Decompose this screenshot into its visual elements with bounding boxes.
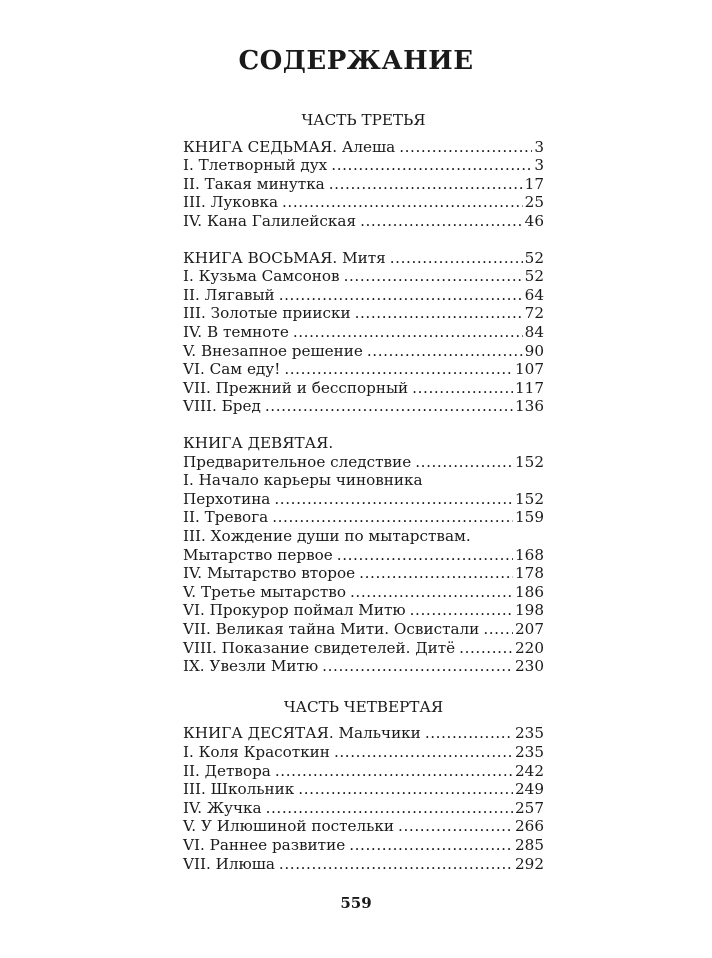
toc-leader-dots [410, 601, 513, 619]
toc-leader-dots [298, 780, 513, 798]
toc-entry-label: V. Внезапное решение [183, 341, 363, 360]
toc-entry-page: 152 [515, 452, 544, 471]
toc-entry-page: 3 [534, 156, 544, 175]
toc-leader-dots [284, 360, 513, 378]
toc-entry-label: I. Тлетворный дух [183, 156, 328, 175]
toc-entry [183, 564, 544, 582]
toc-leader-dots [282, 193, 523, 211]
toc-entry-label: КНИГА ВОСЬМАЯ. Митя [183, 248, 386, 267]
toc-entry [183, 743, 544, 761]
toc-entry [183, 175, 544, 193]
toc-entry [183, 855, 544, 873]
toc-entry [183, 583, 544, 601]
toc-entry-page: 90 [524, 341, 544, 360]
toc-leader-dots [399, 138, 532, 156]
toc-entry-label: III. Золотые прииски [183, 304, 351, 323]
toc-entry [183, 267, 544, 285]
toc-leader-dots [275, 762, 513, 780]
toc-entry-page: 107 [515, 360, 544, 379]
toc-entry [183, 490, 544, 508]
toc-entry-label: IV. Жучка [183, 798, 262, 817]
toc-entry-label: II. Тревога [183, 508, 269, 527]
toc-entry [183, 620, 544, 638]
toc-leader-dots [415, 453, 513, 471]
toc-entry-label: III. Хождение души по мытарствам. [183, 527, 471, 545]
toc-leader-dots [279, 855, 513, 873]
toc-entry-page: 84 [524, 323, 544, 341]
toc-entry-label: КНИГА ДЕВЯТАЯ. [183, 434, 334, 452]
toc-entry-page: 159 [515, 508, 544, 527]
toc-entry-page: 168 [515, 545, 544, 564]
toc-entry-label: VIII. Показание свидетелей. Дитё [183, 638, 456, 657]
toc-leader-dots [322, 657, 513, 675]
toc-entry-page: 17 [524, 174, 544, 193]
toc-entry [183, 193, 544, 211]
toc-entry-page: 25 [524, 193, 544, 212]
part-heading: ЧАСТЬ ЧЕТВЕРТАЯ [283, 697, 444, 716]
toc-entry-label: II. Лягавый [183, 285, 275, 304]
toc-entry-page: 266 [515, 817, 544, 836]
toc-entry-page: 242 [515, 761, 544, 780]
toc-entry [183, 471, 544, 489]
toc-leader-dots [483, 620, 513, 638]
toc-leader-dots [425, 724, 513, 742]
toc-leader-dots [331, 156, 532, 174]
toc-entry [183, 360, 544, 378]
toc-leader-dots [329, 175, 523, 193]
toc-entry-label: VI. Прокурор поймал Митю [183, 601, 406, 620]
toc-leader-dots [344, 267, 523, 285]
toc-entry [183, 799, 544, 817]
toc-leader-dots [398, 817, 513, 835]
toc-leader-dots [355, 304, 523, 322]
toc-entry-label: Перхотина [183, 489, 271, 508]
toc-entry-page: 136 [515, 397, 544, 416]
toc-entry [183, 546, 544, 564]
toc-leader-dots [367, 342, 523, 360]
toc-leader-dots [350, 583, 513, 601]
toc-entry-page: 235 [515, 743, 544, 761]
toc-entry-page: 285 [515, 836, 544, 854]
toc-entry [183, 397, 544, 415]
toc-entry-page: 207 [515, 620, 544, 638]
toc-entry-page: 72 [524, 304, 544, 323]
toc-entry-label: VII. Илюша [183, 854, 275, 873]
toc-entry-label: III. Школьник [183, 780, 295, 799]
toc-entry [183, 156, 544, 174]
toc-leader-dots [349, 836, 513, 854]
toc-entry-label: КНИГА ДЕСЯТАЯ. Мальчики [183, 724, 421, 743]
toc-entry-label: V. Третье мытарство [183, 582, 346, 601]
toc-leader-dots [265, 397, 513, 415]
toc-entry [183, 657, 544, 675]
toc-entry-label: II. Такая минутка [183, 174, 325, 193]
toc-entry [183, 780, 544, 798]
toc-entry-label: I. Коля Красоткин [183, 743, 330, 761]
toc-leader-dots [459, 639, 513, 657]
toc-entry-label: V. У Илюшиной постельки [183, 817, 395, 836]
toc-entry-page: 257 [515, 798, 544, 817]
toc-book-entry [183, 724, 544, 742]
toc-entry-page: 64 [524, 285, 544, 304]
page-number: 559 [340, 894, 372, 912]
toc-leader-dots [390, 249, 523, 267]
toc-entry-label: Мытарство первое [183, 545, 333, 564]
toc-entry [183, 639, 544, 657]
toc-entry-label: I. Кузьма Самсонов [183, 267, 340, 286]
toc-leader-dots [279, 286, 523, 304]
toc-leader-dots [360, 212, 523, 230]
toc-entry-label: КНИГА СЕДЬМАЯ. Алеша [183, 137, 396, 156]
toc-entry-label: IV. Кана Галилейская [183, 212, 357, 230]
toc-leader-dots [334, 743, 513, 761]
toc-leader-dots [274, 490, 513, 508]
toc-entry [183, 601, 544, 619]
toc-leader-dots [359, 564, 513, 582]
toc-entry-label: VII. Великая тайна Мити. Освистали [183, 620, 480, 638]
toc-entry [183, 212, 544, 230]
toc-entry-page: 198 [515, 601, 544, 620]
toc-entry-label: IV. Мытарство второе [183, 564, 356, 583]
toc-entry [183, 323, 544, 341]
toc-leader-dots [266, 799, 513, 817]
toc-book-entry [183, 138, 544, 156]
toc-leader-dots [337, 546, 513, 564]
toc-entry-label: VI. Раннее развитие [183, 836, 346, 854]
toc-entry-label: VIII. Бред [183, 397, 261, 416]
toc-entry-page: 178 [515, 564, 544, 583]
toc-book-entry [183, 434, 544, 452]
toc-entry-label: I. Начало карьеры чиновника [183, 471, 423, 490]
toc-entry [183, 762, 544, 780]
toc-entry-label: III. Луковка [183, 193, 278, 212]
toc-entry-page: 46 [524, 212, 544, 230]
toc-entry [183, 453, 544, 471]
toc-entry-page: 292 [515, 854, 544, 873]
toc-leader-dots [293, 323, 523, 341]
toc-entry-page: 220 [515, 638, 544, 657]
toc-entry-page: 235 [515, 724, 544, 743]
toc-entry-page: 249 [515, 780, 544, 799]
toc-leader-dots [412, 379, 513, 397]
toc-entry [183, 508, 544, 526]
toc-leader-dots [272, 508, 513, 526]
toc-entry-page: 3 [534, 137, 544, 156]
toc-entry [183, 342, 544, 360]
toc-entry [183, 527, 544, 545]
toc-entry-page: 52 [524, 267, 544, 286]
toc-entry-page: 186 [515, 582, 544, 601]
toc-entry-label: II. Детвора [183, 761, 271, 780]
part-heading: ЧАСТЬ ТРЕТЬЯ [301, 111, 426, 129]
toc-entry [183, 304, 544, 322]
toc-entry-page: 52 [524, 248, 544, 267]
toc-entry [183, 836, 544, 854]
toc-entry-page: 230 [515, 657, 544, 676]
toc-entry-page: 117 [515, 378, 544, 397]
toc-entry-label: IV. В темноте [183, 323, 289, 341]
toc-entry-label: VI. Сам еду! [183, 360, 281, 379]
toc-entry-page: 152 [515, 489, 544, 508]
toc-entry-label: VII. Прежний и бесспорный [183, 378, 409, 397]
toc-entry [183, 379, 544, 397]
toc-entry [183, 817, 544, 835]
toc-entry-label: IX. Увезли Митю [183, 657, 319, 676]
toc-entry [183, 286, 544, 304]
toc-book-entry [183, 249, 544, 267]
toc-entry-label: Предварительное следствие [183, 452, 412, 471]
page-title: СОДЕРЖАНИЕ [238, 46, 474, 76]
